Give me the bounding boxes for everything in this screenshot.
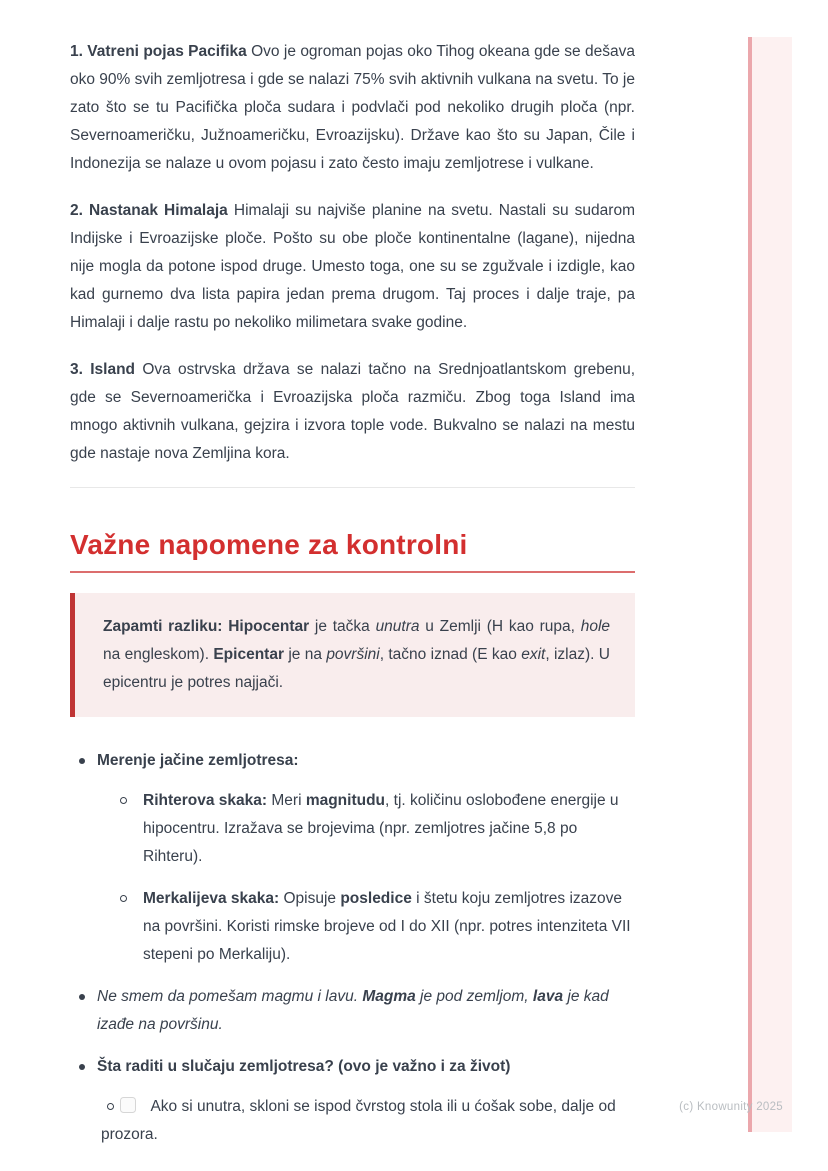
- text-segment: , tačno iznad (E kao: [379, 646, 522, 663]
- text-segment: Magma: [362, 988, 416, 1005]
- sub-item-text: [143, 890, 631, 963]
- text-segment: Ovo je ogroman pojas oko Tihog okeana gde se dešava oko 90% svih zemljotresa i gde se nalazi 75% svih aktivnih vulkana na svetu. To je zato što se tu Pacifička ploča sudara i podvlači pod nekoliko drugih ploča (npr. Severnoameričku, Južnoameričku, Evroazijsku). Države kao što su Japan, Čile i Indonezija se nalaze u ovom pojasu i zato često imaju zemljotrese i vulkane.: [70, 43, 635, 172]
- paragraph-pacific-ring: [70, 38, 635, 178]
- text-segment: posledice: [340, 890, 412, 907]
- text-segment: magnitudu: [305, 792, 386, 809]
- text-segment: Zapamti razliku: Hipocentar: [103, 618, 310, 635]
- text-segment: je tačka: [309, 618, 376, 635]
- section-divider: [70, 487, 635, 488]
- sub-item-richter: [97, 787, 635, 871]
- text-segment: , izlaz). U epicentru je potres najjači.: [103, 646, 610, 691]
- text-segment: Merkalijeva skaka:: [143, 890, 280, 907]
- text-segment: Ova ostrvska država se nalazi tačno na Srednjoatlantskom grebenu, gde se Severnoamerička i Evroazijska ploča razmiču. Zbog toga Island ima mnogo aktivnih vulkana, gejzira i izvora tople vode. Bukvalno se nalazi na mestu gde nastaje nova Zemljina kora.: [70, 361, 635, 462]
- sub-list-what-to-do: [97, 1093, 635, 1149]
- text-segment: lava: [532, 988, 564, 1005]
- side-highlight-bar: [748, 37, 792, 1132]
- callout-note: [70, 593, 635, 717]
- list-item-what-to-do: [70, 1053, 635, 1149]
- bullet-dot-icon: [79, 758, 85, 764]
- text-segment: unutra: [375, 618, 420, 635]
- text-segment: 3. Island: [70, 361, 136, 378]
- text-segment: je na: [283, 646, 327, 663]
- text-segment: Rihterova skaka:: [143, 792, 268, 809]
- text-segment: Ne smem da pomešam magmu i lavu.: [97, 988, 363, 1005]
- bullet-dot-icon: [79, 1064, 85, 1070]
- text-segment: površini: [326, 646, 380, 663]
- section-heading: Važne napomene za kontrolni: [70, 528, 635, 573]
- text-segment: je pod zemljom,: [415, 988, 533, 1005]
- notes-list: [70, 747, 635, 1149]
- text-segment: , tj. količinu oslobođene energije u hipocentru. Izražava se brojevima (npr. zemljotres jačine 5,8 po Rihteru).: [143, 792, 619, 865]
- list-item-text: [97, 752, 299, 769]
- text-segment: u Zemlji (H kao rupa,: [419, 618, 581, 635]
- paragraph-iceland: [70, 356, 635, 468]
- list-item-magma-lava: [70, 983, 635, 1039]
- list-item-text: [97, 1058, 510, 1075]
- content-area: [70, 38, 635, 1163]
- sub-item-text: [101, 1098, 616, 1143]
- text-segment: Šta raditi u slučaju zemljotresa? (ovo je važno i za život): [97, 1058, 511, 1075]
- bullet-dot-icon: [79, 994, 85, 1000]
- footer-copyright: (c) Knowunity 2025: [679, 1101, 783, 1113]
- bullet-circle-icon: [120, 797, 127, 804]
- text-segment: Opisuje: [279, 890, 341, 907]
- text-segment: 2. Nastanak Himalaja: [70, 202, 228, 219]
- text-segment: Meri: [267, 792, 306, 809]
- text-segment: exit: [521, 646, 546, 663]
- list-item-text: [97, 988, 609, 1033]
- paragraph-himalaya: [70, 197, 635, 337]
- bullet-circle-icon: [107, 1103, 114, 1110]
- sub-item-todo-indoors: [97, 1093, 635, 1149]
- text-segment: Epicentar: [213, 646, 284, 663]
- text-segment: i štetu koju zemljotres izazove na površini. Koristi rimske brojeve od I do XII (npr. potres intenziteta VII stepeni po Merkaliju).: [143, 890, 631, 963]
- sub-item-mercalli: [97, 885, 635, 969]
- text-segment: na engleskom).: [103, 646, 214, 663]
- text-segment: hole: [580, 618, 611, 635]
- text-segment: je kad izađe na površinu.: [97, 988, 609, 1033]
- list-item-measurement: [70, 747, 635, 969]
- sub-list-measurement: [97, 787, 635, 969]
- todo-checkbox[interactable]: [120, 1097, 136, 1113]
- sub-item-text: [143, 792, 619, 865]
- text-segment: Merenje jačine zemljotresa:: [97, 752, 299, 769]
- text-segment: 1. Vatreni pojas Pacifika: [70, 43, 247, 60]
- text-segment: Ako si unutra, skloni se ispod čvrstog stola ili u ćošak sobe, dalje od prozora.: [101, 1098, 616, 1143]
- callout-text: [103, 613, 610, 697]
- bullet-circle-icon: [120, 895, 127, 902]
- text-segment: Himalaji su najviše planine na svetu. Nastali su sudarom Indijske i Evroazijske ploče. Pošto su obe ploče kontinentalne (lagane), nijedna nije mogla da potone ispod druge. Umesto toga, one su se zgužvale i izdigle, kao kad gurnemo dva lista papira jedan prema drugom. Taj proces i dalje traje, pa Himalaji i dalje rastu po nekoliko milimetara svake godine.: [70, 202, 635, 331]
